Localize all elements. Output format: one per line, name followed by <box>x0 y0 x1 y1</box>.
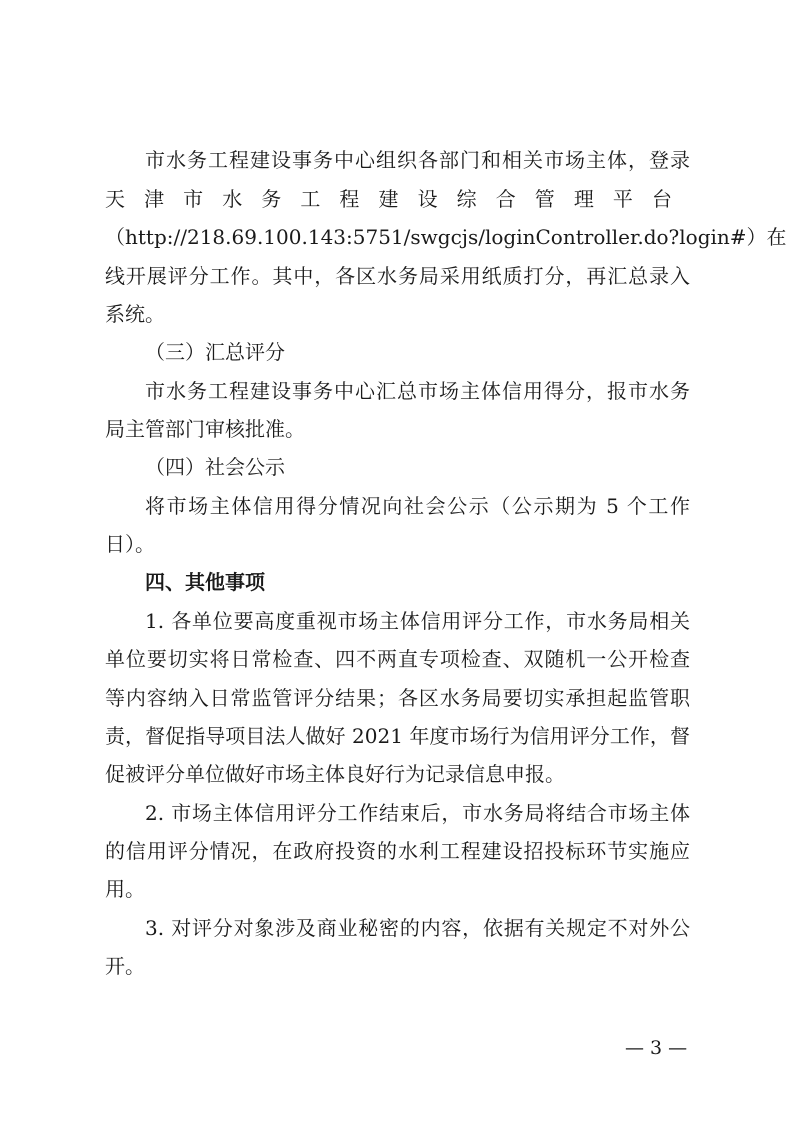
page-number: — 3 — <box>625 1037 688 1059</box>
body-text-line: 市水务工程建设事务中心汇总市场主体信用得分，报市水务 <box>145 379 690 403</box>
body-text-line: 等内容纳入日常监管评分结果；各区水务局要切实承担起监管职 <box>105 686 690 710</box>
body-text-line: 的信用评分情况，在政府投资的水利工程建设招投标环节实施应 <box>105 839 690 863</box>
body-text-line: 单位要切实将日常检查、四不两直专项检查、双随机一公开检查 <box>105 647 690 671</box>
body-text-line: 线开展评分工作。其中，各区水务局采用纸质打分，再汇总录入 <box>105 264 690 288</box>
body-text-line: 促被评分单位做好市场主体良好行为记录信息申报。 <box>105 762 565 786</box>
body-text-line: 市水务工程建设事务中心组织各部门和相关市场主体，登录 <box>145 148 690 172</box>
section-heading: （三）汇总评分 <box>145 340 285 364</box>
body-text-line: 天津市水务工程建设综合管理平台 <box>105 187 690 211</box>
body-text-line: 开。 <box>105 954 145 978</box>
body-text-line: 局主管部门审核批准。 <box>105 417 305 441</box>
body-text-line: 2. 市场主体信用评分工作结束后，市水务局将结合市场主体 <box>145 801 690 825</box>
body-text-line: 日）。 <box>105 532 155 556</box>
body-text-line: 3. 对评分对象涉及商业秘密的内容，依据有关规定不对外公 <box>145 916 690 940</box>
body-text-line: 将市场主体信用得分情况向社会公示（公示期为 5 个工作 <box>145 494 690 518</box>
url-text-line: （http://218.69.100.143:5751/swgcjs/loginController.do?login#）在 <box>105 225 787 249</box>
body-text-line: 用。 <box>105 877 145 901</box>
body-text-line: 1. 各单位要高度重视市场主体信用评分工作，市水务局相关 <box>145 609 690 633</box>
chapter-heading: 四、其他事项 <box>145 570 265 594</box>
body-text-line: 责，督促指导项目法人做好 2021 年度市场行为信用评分工作，督 <box>105 724 690 748</box>
section-heading: （四）社会公示 <box>145 455 285 479</box>
body-text-line: 系统。 <box>105 302 165 326</box>
